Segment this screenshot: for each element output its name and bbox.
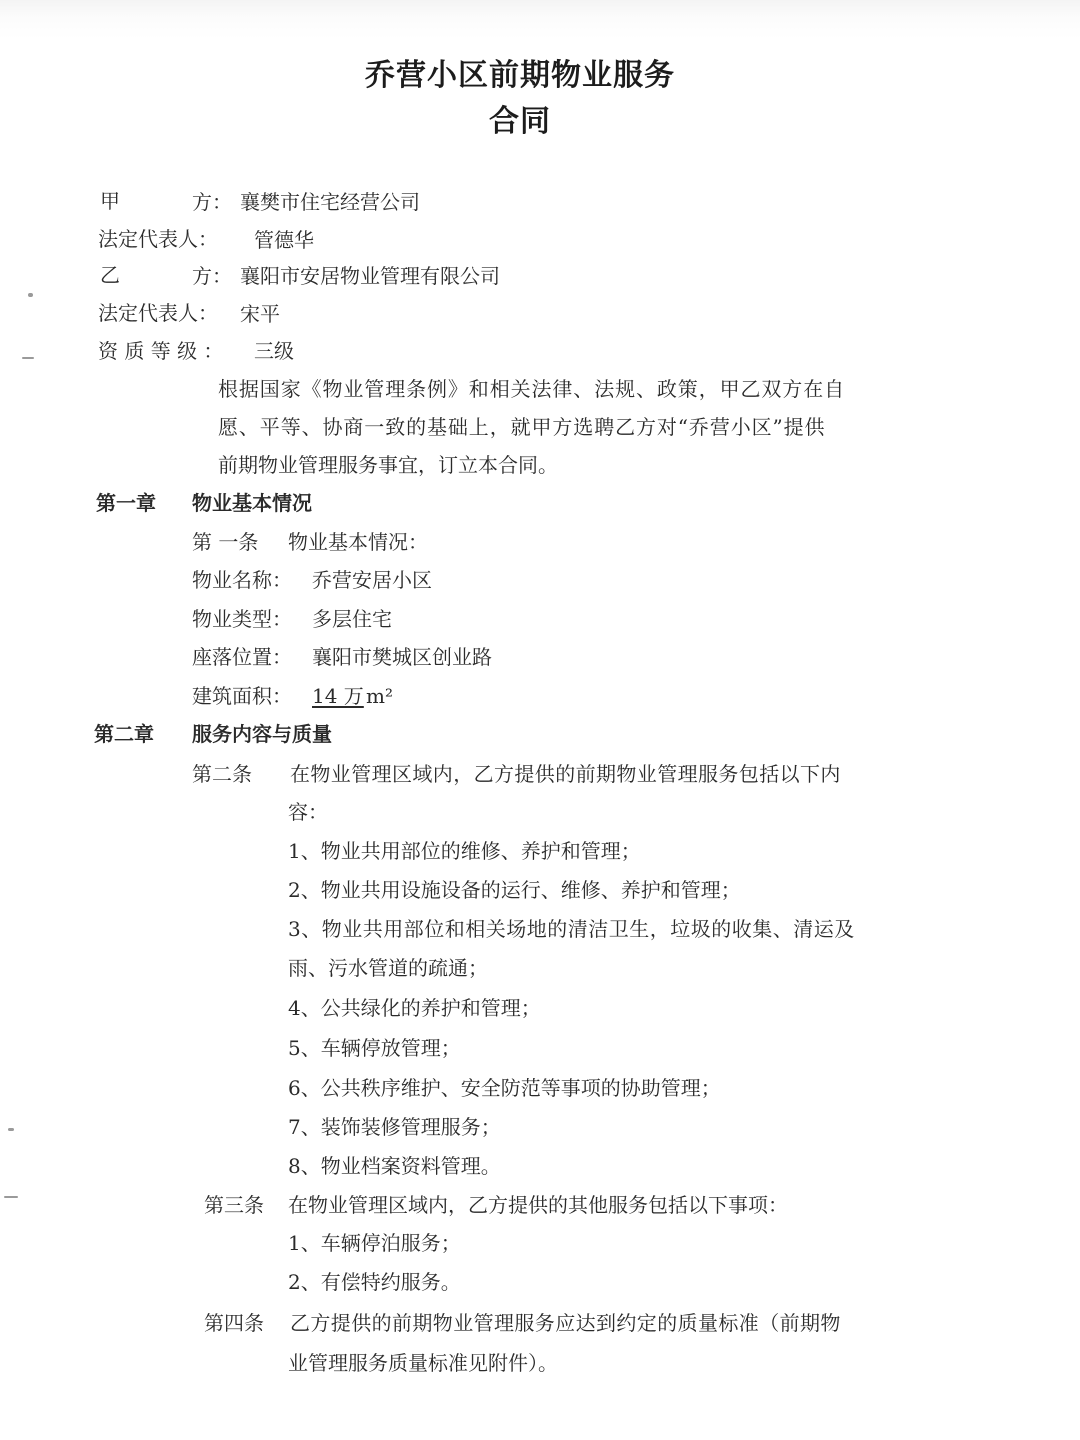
- preamble-line-3: 前期物业管理服务事宜，订立本合同。: [218, 453, 558, 477]
- article-2-item: 5、车辆停放管理；: [288, 1036, 461, 1060]
- article-3-item: 1、车辆停泊服务；: [288, 1231, 461, 1255]
- property-name-label: 物业名称：: [192, 568, 292, 592]
- preamble-line-1: 根据国家《物业管理条例》和相关法律、法规、政策，甲乙双方在自: [218, 377, 845, 401]
- property-name-value: 乔营安居小区: [312, 568, 432, 592]
- document-title: 乔营小区前期物业服务: [365, 58, 675, 93]
- party-a-label: 甲: [100, 189, 120, 213]
- article-4-line-2: 业管理服务质量标准见附件）。: [288, 1351, 558, 1375]
- property-location-label: 座落位置：: [192, 645, 292, 669]
- party-a-rep-label: 法定代表人：: [98, 227, 218, 251]
- chapter-2-label: 第二章: [94, 722, 154, 746]
- article-1-label: 第 一条: [192, 530, 259, 554]
- scan-speck: [28, 293, 33, 297]
- article-2-item: 4、公共绿化的养护和管理；: [288, 996, 541, 1020]
- article-2-item: 7、装饰装修管理服务；: [288, 1115, 501, 1139]
- article-3-text: 在物业管理区域内，乙方提供的其他服务包括以下事项：: [288, 1193, 788, 1217]
- article-2-item: 3、物业共用部位和相关场地的清洁卫生，垃圾的收集、清运及: [288, 917, 855, 941]
- document-subtitle: 合同: [489, 104, 551, 139]
- chapter-1-label: 第一章: [96, 491, 156, 515]
- party-b-rep-label: 法定代表人：: [98, 301, 218, 325]
- property-location-value: 襄阳市樊城区创业路: [312, 645, 492, 669]
- party-b-suffix: 方：: [192, 264, 232, 288]
- article-3-item: 2、有偿特约服务。: [288, 1270, 461, 1294]
- property-type-value: 多层住宅: [312, 607, 392, 631]
- article-2-item: 1、物业共用部位的维修、养护和管理；: [288, 839, 641, 863]
- scan-speck: [22, 357, 34, 359]
- building-area-label: 建筑面积：: [192, 684, 292, 708]
- party-a-rep-value: 管德华: [254, 228, 314, 252]
- qualification-value: 三级: [254, 339, 294, 363]
- article-1-title: 物业基本情况：: [288, 530, 428, 554]
- scan-speck: [4, 1196, 18, 1198]
- qualification-label: 资 质 等 级 ：: [98, 339, 224, 363]
- article-2-item: 雨、污水管道的疏通；: [288, 956, 488, 980]
- article-4-label: 第四条: [204, 1311, 264, 1335]
- article-2-item: 8、物业档案资料管理。: [288, 1154, 501, 1178]
- party-a-value: 襄樊市住宅经营公司: [240, 190, 420, 214]
- article-2-item: 6、公共秩序维护、安全防范等事项的协助管理；: [288, 1076, 721, 1100]
- building-area-value: 14 万: [312, 684, 364, 708]
- article-2-line-1: 在物业管理区域内，乙方提供的前期物业管理服务包括以下内: [290, 762, 841, 786]
- chapter-2-title: 服务内容与质量: [192, 722, 332, 746]
- party-a-suffix: 方：: [192, 190, 232, 214]
- party-b-label: 乙: [100, 263, 120, 287]
- article-2-item: 2、物业共用设施设备的运行、维修、养护和管理；: [288, 878, 741, 902]
- article-2-line-2: 容：: [288, 800, 328, 824]
- chapter-1-title: 物业基本情况: [192, 491, 312, 515]
- article-2-label: 第二条: [192, 762, 252, 786]
- property-type-label: 物业类型：: [192, 607, 292, 631]
- party-b-rep-value: 宋平: [240, 302, 280, 326]
- preamble-line-2: 愿、平等、协商一致的基础上，就甲方选聘乙方对“乔营小区”提供: [218, 415, 826, 439]
- party-b-value: 襄阳市安居物业管理有限公司: [240, 264, 500, 288]
- building-area-unit: m²: [366, 684, 393, 708]
- article-4-line-1: 乙方提供的前期物业管理服务应达到约定的质量标准（前期物: [290, 1311, 841, 1335]
- scan-speck: [8, 1128, 14, 1131]
- article-3-label: 第三条: [204, 1193, 264, 1217]
